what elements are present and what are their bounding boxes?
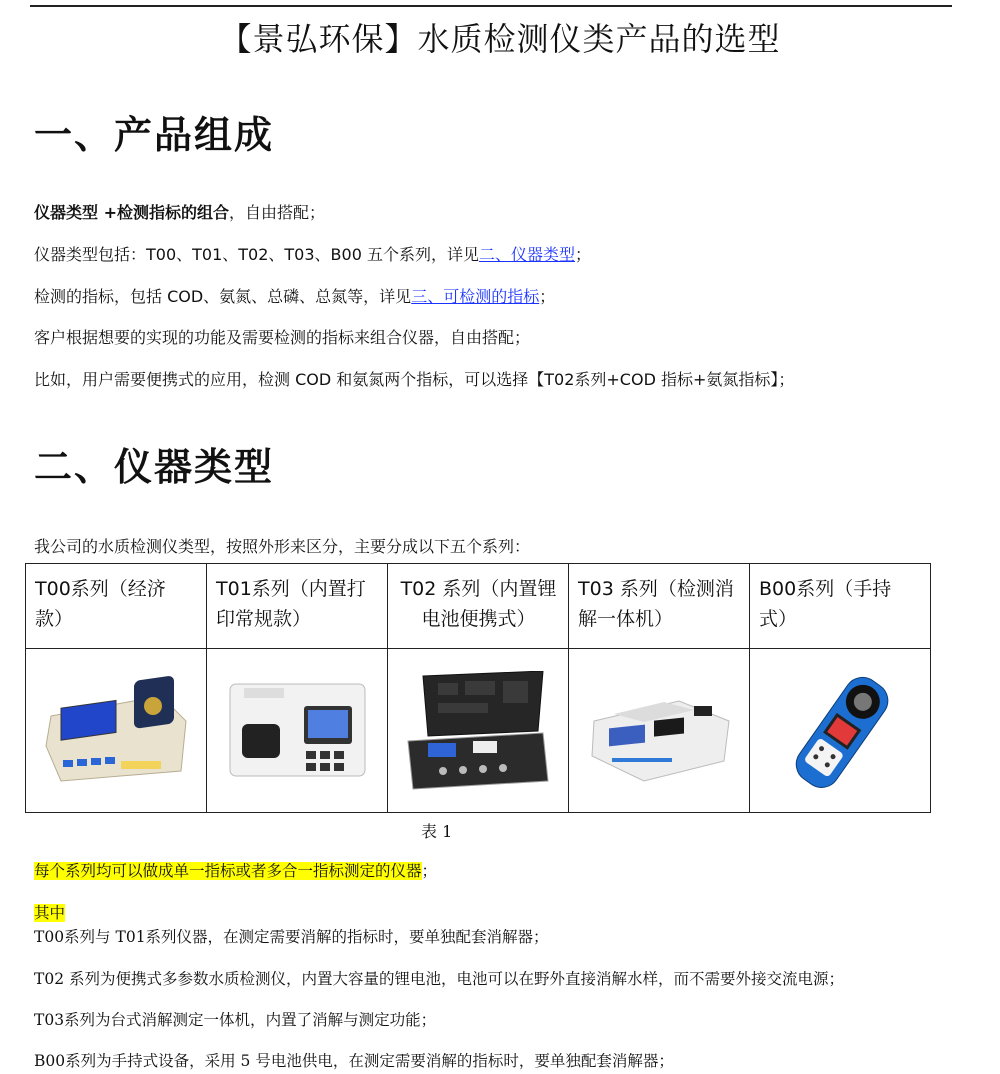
table-caption: 表 1 bbox=[421, 822, 453, 841]
line1-rest: ，自由搭配； bbox=[228, 203, 325, 222]
section2-intro: 我公司的水质检测仪类型，按照外形来区分，主要分成以下五个系列： bbox=[34, 537, 531, 556]
note-highlight-2 bbox=[34, 901, 65, 923]
highlighted-label: 其中 bbox=[34, 904, 66, 922]
printer-analyzer-icon bbox=[222, 676, 372, 786]
note-highlight-1: 每个系列均可以做成单一指标或者多合一指标测定的仪器； bbox=[34, 862, 438, 880]
portable-case-icon bbox=[403, 671, 553, 791]
b00-image-cell bbox=[750, 649, 931, 813]
line1-bold: 仪器类型 +检测指标的组合 bbox=[34, 203, 229, 222]
table-header-row bbox=[26, 564, 931, 649]
instrument-types-table bbox=[25, 563, 931, 813]
line2-end: ； bbox=[574, 245, 591, 264]
section1-line2 bbox=[34, 242, 591, 265]
header-t00: T00系列（经济 款） bbox=[26, 564, 207, 649]
highlighted-text: 每个系列均可以做成单一指标或者多合一指标测定的仪器 bbox=[34, 862, 422, 880]
top-rule bbox=[30, 5, 952, 7]
note-b00: B00系列为手持式设备，采用 5 号电池供电，在测定需要消解的指标时，要单独配套消解器； bbox=[34, 1052, 674, 1070]
note-t02: T02 系列为便携式多参数水质检测仪，内置大容量的锂电池，电池可以在野外直接消解水样，而不需要外接交流电源； bbox=[34, 970, 844, 988]
header-t01: T01系列（内置打 印常规款） bbox=[207, 564, 388, 649]
header-t03: T03 系列（检测消 解一体机） bbox=[569, 564, 750, 649]
t00-image-cell bbox=[26, 649, 207, 813]
line3-text: 检测的指标，包括 COD、氨氮、总磷、总氮等，详见 bbox=[34, 287, 412, 306]
t01-image-cell bbox=[207, 649, 388, 813]
t02-image-cell bbox=[388, 649, 569, 813]
table-image-row bbox=[26, 649, 931, 813]
handheld-meter-icon bbox=[765, 666, 915, 796]
header-b00: B00系列（手持 式） bbox=[750, 564, 931, 649]
note-t03: T03系列为台式消解测定一体机，内置了消解与测定功能； bbox=[34, 1011, 437, 1029]
section1-line4: 客户根据想要的实现的功能及需要检测的指标来组合仪器，自由搭配； bbox=[34, 328, 531, 347]
section1-line5: 比如，用户需要便携式的应用，检测 COD 和氨氮两个指标，可以选择【T02系列+COD 指标+氨氮指标】； bbox=[34, 370, 795, 389]
benchtop-analyzer-icon bbox=[41, 676, 191, 786]
section2-heading: 二、仪器类型 bbox=[34, 445, 275, 489]
t03-image-cell bbox=[569, 649, 750, 813]
line2-text: 仪器类型包括：T00、T01、T02、T03、B00 五个系列，详见 bbox=[34, 245, 479, 264]
line3-end: ； bbox=[539, 287, 556, 306]
note-t00-t01: T00系列与 T01系列仪器，在测定需要消解的指标时，要单独配套消解器； bbox=[34, 928, 549, 946]
section1-line3 bbox=[34, 284, 555, 307]
document-title: 【景弘环保】水质检测仪类产品的选型 bbox=[219, 20, 781, 58]
link-indicators[interactable]: 三、可检测的指标 bbox=[411, 287, 540, 306]
header-t02: T02 系列（内置锂 电池便携式） bbox=[388, 564, 569, 649]
section1-heading: 一、产品组成 bbox=[34, 113, 275, 157]
section1-line1 bbox=[34, 200, 325, 223]
link-instrument-types[interactable]: 二、仪器类型 bbox=[478, 245, 575, 264]
digestion-analyzer-icon bbox=[584, 676, 734, 786]
